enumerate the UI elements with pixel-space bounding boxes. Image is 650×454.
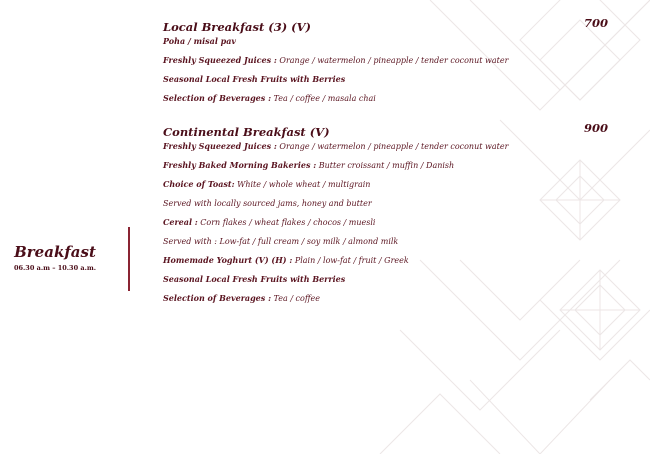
item-title: Local Breakfast (3) (V) [163, 20, 311, 34]
item-line: Choice of Toast: White / whole wheat / multigrain [163, 179, 371, 189]
item-line: Homemade Yoghurt (V) (H) : Plain / low-fat / fruit / Greek [163, 255, 409, 265]
item-line: Freshly Baked Morning Bakeries : Butter croissant / muffin / Danish [163, 160, 455, 170]
menu-item-local-breakfast [163, 16, 618, 108]
section-divider [128, 227, 130, 291]
section-hours: 06.30 a.m – 10.30 a.m. [14, 264, 96, 272]
item-line: Served with locally sourced jams, honey and butter [163, 199, 372, 208]
item-line: Cereal : Corn flakes / wheat flakes / chocos / muesli [163, 217, 376, 227]
item-title: Continental Breakfast (V) [163, 125, 330, 139]
item-line: Seasonal Local Fresh Fruits with Berries [163, 74, 346, 84]
item-price: 700 [583, 16, 608, 30]
menu-item-continental-breakfast [163, 121, 618, 308]
item-line: Freshly Squeezed Juices : Orange / watermelon / pineapple / tender coconut water [163, 55, 509, 65]
item-line: Seasonal Local Fresh Fruits with Berries [163, 274, 346, 284]
item-line: Selection of Beverages : Tea / coffee / masala chai [163, 93, 376, 103]
item-line: Freshly Squeezed Juices : Orange / watermelon / pineapple / tender coconut water [163, 141, 509, 151]
item-line: Served with : Low-fat / full cream / soy milk / almond milk [163, 237, 399, 246]
section-title: Breakfast [14, 243, 96, 261]
section-label [8, 243, 102, 272]
item-line: Poha / misal pav [163, 36, 237, 46]
item-price: 900 [583, 121, 608, 135]
item-line: Selection of Beverages : Tea / coffee [163, 293, 320, 303]
